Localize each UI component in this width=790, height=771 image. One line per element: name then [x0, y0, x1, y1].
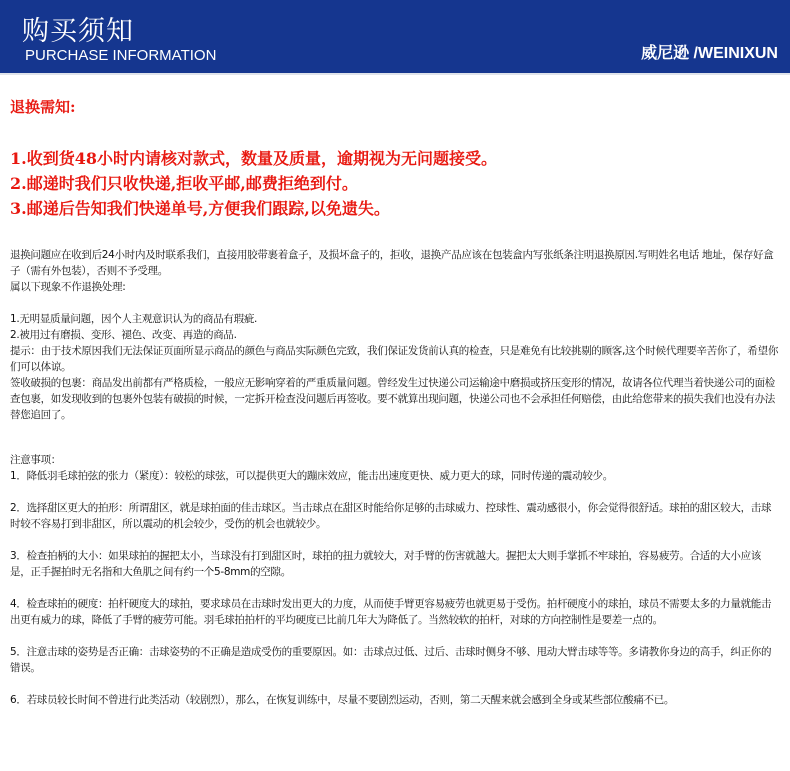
policy-section: [10, 247, 780, 423]
returns-rules: [10, 146, 497, 221]
page-subtitle: PURCHASE INFORMATION: [25, 47, 217, 64]
exclusion-item: 2.被用过有磨损、变形、褪色、改变、再造的商品.: [10, 329, 237, 341]
note-item: 1．降低羽毛球拍弦的张力（紧度）：较松的球弦，可以提供更大的蹦床效应，能击出速度更快、威力更大的球，同时传递的震动较少。: [10, 470, 613, 482]
exclusion-item: 1.无明显质量问题，因个人主观意识认为的商品有瑕疵.: [10, 313, 258, 325]
brand-name: 威尼逊 /WEINIXUN: [641, 45, 778, 62]
return-rule: 1.收到货48小时内请核对款式，数量及质量，逾期视为无问题接受。: [10, 149, 497, 168]
notes-section: [10, 452, 780, 708]
note-item: 5．注意击球的姿势是否正确：击球姿势的不正确是造成受伤的重要原因。如：击球点过低、过后、击球时侧身不够、甩动大臂击球等等。多请教你身边的高手，纠正你的错误。: [10, 646, 772, 674]
returns-title: 退换需知:: [10, 98, 76, 116]
policy-damaged: 签收破损的包裹：商品发出前都有严格质检，一般应无影响穿着的严重质量问题。曾经发生过快递公司运输途中磨损或挤压变形的情况，故请各位代理当着快递公司的面检查包裹，如发现收到的包裹外包装有破损的时候，一定拆开检查没问题后再签收。要不就算出现问题，快递公司也不会承担任何赔偿，由此给您带来的损失我们也没有办法替您追回了。: [10, 377, 775, 421]
note-item: 3．检查拍柄的大小：如果球拍的握把太小，当球没有打到甜区时，球拍的扭力就较大，对手臂的伤害就越大。握把太大则手掌抓不牢球拍，容易疲劳。合适的大小应该是，正手握拍时无名指和大鱼肌之间有约一个5-8mm的空隙。: [10, 550, 761, 578]
exclusions-title: 属以下现象不作退换处理:: [10, 281, 126, 293]
policy-tip: 提示：由于技术原因我们无法保证页面所显示商品的颜色与商品实际颜色完致，我们保证发货前认真的检查，只是难免有比较挑剔的顾客,这个时候代理要辛苦你了，希望你们可以体谅。: [10, 345, 779, 373]
notes-title: 注意事项：: [10, 454, 61, 466]
note-item: 6．若球员较长时间不曾进行此类活动（较剧烈），那么，在恢复训练中，尽量不要剧烈运动，否则，第二天醒来就会感到全身或某些部位酸痛不已。: [10, 694, 675, 706]
page-title: 购买须知: [22, 16, 134, 47]
policy-intro: 退换问题应在收到后24小时内及时联系我们，直接用胶带裹着盒子，及损坏盒子的，拒收，退换产品应该在包装盒内写张纸条注明退换原因.写明姓名电话 地址，保存好盒子（需有外包装），否则不予受理。: [10, 249, 774, 277]
note-item: 2．选择甜区更大的拍形：所谓甜区，就是球拍面的佳击球区。当击球点在甜区时能给你足够的击球威力、控球性、震动感很小，你会觉得很舒适。球拍的甜区较大，击球时较不容易打到非甜区，所以震动的机会较少，受伤的机会也就较少。: [10, 502, 772, 530]
note-item: 4．检查球拍的硬度：拍杆硬度大的球拍，要求球员在击球时发出更大的力度，从而使手臂更容易疲劳也就更易于受伤。拍杆硬度小的球拍，球员不需要太多的力量就能击出更有威力的球，降低了手臂的疲劳可能。羽毛球拍拍杆的平均硬度已比前几年大为降低了。当然较软的拍杆，对球的方向控制性是要差一点的。: [10, 598, 772, 626]
return-rule: 3.邮递后告知我们快递单号,方便我们跟踪,以免遗失。: [10, 199, 390, 218]
header-banner: [0, 0, 790, 75]
return-rule: 2.邮递时我们只收快递,拒收平邮,邮费拒绝到付。: [10, 174, 358, 193]
